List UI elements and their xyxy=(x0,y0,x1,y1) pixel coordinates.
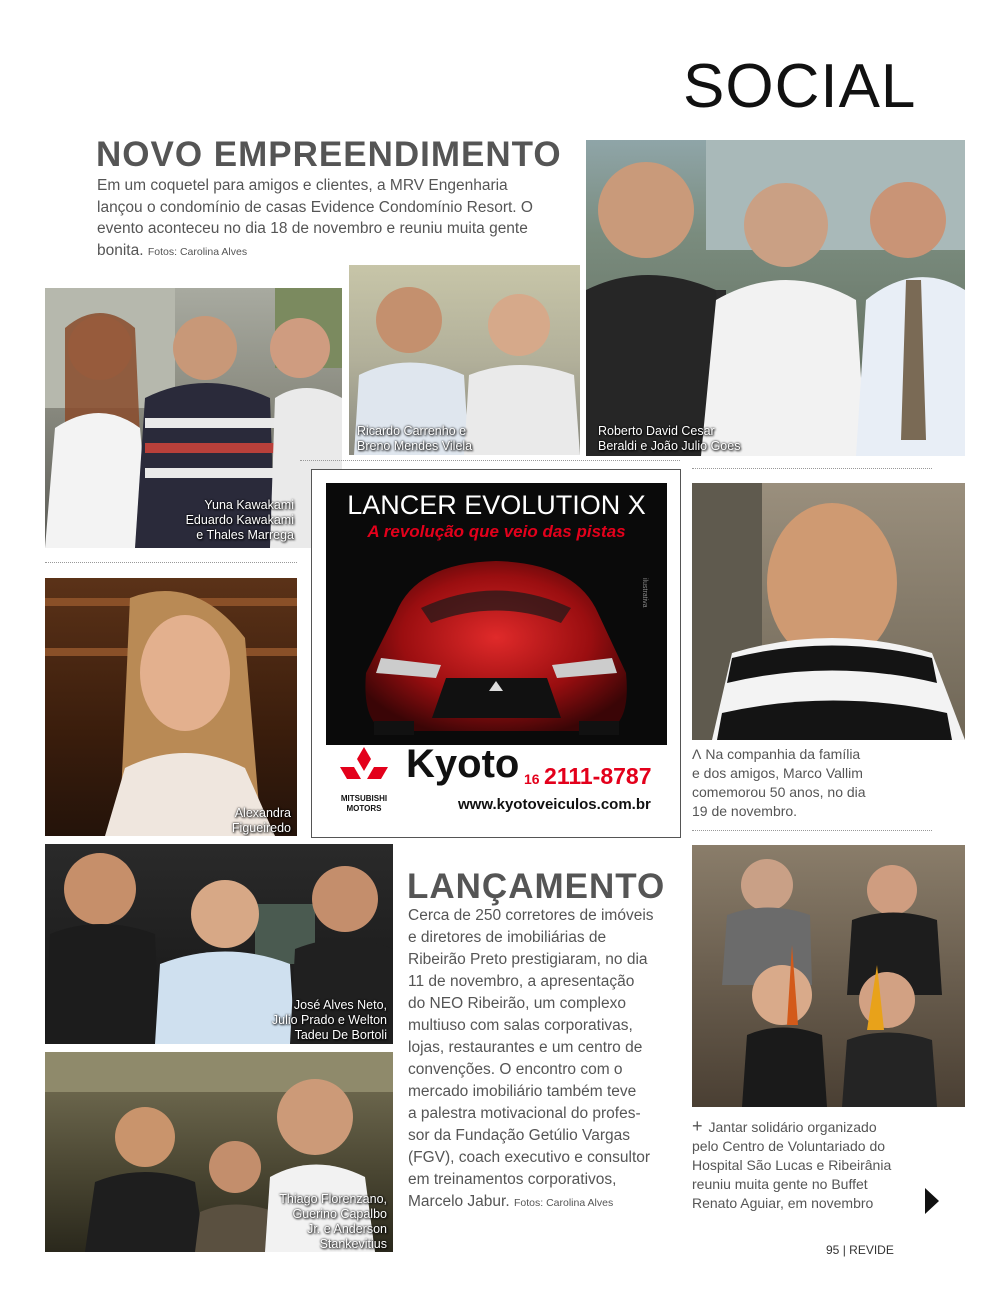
ad-area-code: 16 xyxy=(524,771,540,787)
photo-roberto-beraldi-joao xyxy=(586,140,965,456)
caption-jose xyxy=(272,998,387,1043)
photo-jantar-solidario xyxy=(692,845,965,1107)
ad-title: LANCER EVOLUTION X xyxy=(347,490,646,520)
ad-brand-top: MITSUBISHI xyxy=(340,794,388,803)
photo-alexandra-figueiredo xyxy=(45,578,297,836)
ad-phone-block xyxy=(524,763,651,790)
article2-line: mercado imobiliário também teve xyxy=(408,1083,637,1100)
caption-line: Jr. e Anderson xyxy=(307,1222,387,1236)
separator xyxy=(692,468,932,469)
ad-dealer: Kyoto xyxy=(406,742,520,786)
article2-heading: LANÇAMENTO xyxy=(407,867,666,906)
section-title: SOCIAL xyxy=(683,52,917,121)
ad-footer xyxy=(326,742,667,824)
car-image xyxy=(326,553,667,743)
photo-credit: Fotos: Carolina Alves xyxy=(147,245,248,258)
photo-yuna-eduardo-thales xyxy=(45,288,342,548)
caption-line: e Thales Marrega xyxy=(196,528,294,542)
photo-credit: Fotos: Carolina Alves xyxy=(513,1197,614,1209)
caption-line: Stankevitius xyxy=(319,1237,387,1251)
caption-line: Figueiredo xyxy=(231,821,291,835)
article2-text xyxy=(408,905,678,1214)
caption-line: Eduardo Kawakami xyxy=(185,513,294,527)
ad-brand-bottom: MOTORS xyxy=(346,804,382,813)
mitsubishi-logo-icon xyxy=(340,747,388,791)
article2-last-line: Marcelo Jabur. xyxy=(408,1193,510,1210)
article2-line: lojas, restaurantes e um centro de xyxy=(408,1039,643,1056)
jantar-text: Hospital São Lucas e Ribeirânia xyxy=(692,1157,892,1173)
photo-marco-vallim xyxy=(692,483,965,740)
article2-line: multiuso com salas corporativas, xyxy=(408,1017,633,1034)
marco-text: e dos amigos, Marco Vallim xyxy=(692,765,863,781)
photo-marco-image xyxy=(692,483,965,740)
caption-line: Yuna Kawakami xyxy=(204,498,294,512)
photo-alexandra-image xyxy=(45,578,297,836)
caption-line: Beraldi e João Julio Goes xyxy=(598,439,741,453)
magazine-name: REVIDE xyxy=(849,1243,894,1257)
article2-line: (FGV), coach executivo e consultor xyxy=(408,1149,651,1166)
plus-icon: + xyxy=(692,1116,703,1136)
jantar-line xyxy=(692,1117,952,1137)
article2-line: a palestra motivacional do profes- xyxy=(408,1105,641,1122)
page-number: 95 xyxy=(826,1243,840,1257)
next-arrow-icon[interactable] xyxy=(925,1188,939,1214)
jantar-text: pelo Centro de Voluntariado do xyxy=(692,1138,886,1154)
caption-line: José Alves Neto, xyxy=(293,998,387,1012)
jantar-text: reuniu muita gente no Buffet xyxy=(692,1176,868,1192)
marco-text: comemorou 50 anos, no dia xyxy=(692,784,866,800)
jantar-text: Renato Aguiar, em novembro xyxy=(692,1195,874,1211)
caption-line: Ricardo Carrenho e xyxy=(357,424,467,438)
jantar-caption xyxy=(692,1117,952,1213)
article2-line: Ribeirão Preto prestigiaram, no dia xyxy=(408,951,648,968)
article-heading: NOVO EMPREENDIMENTO xyxy=(96,135,562,174)
article-intro xyxy=(97,175,537,263)
article2-line: do NEO Ribeirão, um complexo xyxy=(408,995,626,1012)
marco-text: 19 de novembro. xyxy=(692,803,798,819)
caption-line: Alexandra xyxy=(234,806,291,820)
caption-line: Roberto David Cesar xyxy=(598,424,715,438)
separator xyxy=(300,460,680,461)
ad-side-text: ilustrativa xyxy=(641,578,648,608)
jantar-text: Jantar solidário organizado xyxy=(708,1119,877,1135)
caption-roberto xyxy=(598,424,740,454)
photo-jantar-image xyxy=(692,845,965,1107)
marco-line xyxy=(692,745,952,764)
article2-line: sor da Fundação Getúlio Vargas xyxy=(408,1127,631,1144)
photo-thiago-guerino-anderson xyxy=(45,1052,393,1252)
caption-ricardo xyxy=(357,424,472,454)
advertisement[interactable] xyxy=(311,469,681,838)
ad-website[interactable]: www.kyotoveiculos.com.br xyxy=(458,796,651,813)
caption-alexandra xyxy=(232,806,291,836)
caption-line: Julio Prado e Welton xyxy=(271,1013,387,1027)
caption-line: Guerino Capalbo xyxy=(292,1207,387,1221)
article2-line: e diretores de imobiliárias de xyxy=(408,929,607,946)
ad-tagline: A revolução que veio das pistas xyxy=(367,522,626,541)
caption-line: Tadeu De Bortoli xyxy=(294,1028,387,1042)
photo-jose-julio-welton xyxy=(45,844,393,1044)
marco-caption xyxy=(692,745,952,821)
caption-line: Breno Mendes Vilela xyxy=(357,439,473,453)
footer-separator: | xyxy=(842,1243,850,1257)
triangle-icon: Λ xyxy=(692,746,702,762)
article2-line: Cerca de 250 corretores de imóveis xyxy=(408,907,654,924)
article2-line: 11 de novembro, a apresentação xyxy=(408,973,635,990)
separator xyxy=(692,830,932,831)
caption-line: Thiago Florenzano, xyxy=(279,1192,387,1206)
caption-thiago xyxy=(279,1192,387,1252)
marco-text: Na companhia da família xyxy=(705,746,861,762)
caption-yuna xyxy=(186,498,294,543)
article-intro-text: Em um coquetel para amigos e clientes, a MRV Engenharia lançou o condomínio de casas Evidence Condomínio Resort. O evento aconteceu no dia 18 de novembro e reuniu muita gente bonita. xyxy=(97,177,533,259)
ad-phone: 2111-8787 xyxy=(544,763,652,789)
article2-line: em treinamentos corporativos, xyxy=(408,1171,617,1188)
separator xyxy=(45,562,297,563)
photo-roberto-image xyxy=(586,140,965,456)
page-footer xyxy=(826,1243,894,1257)
article2-line xyxy=(408,1191,678,1214)
photo-ricardo-breno xyxy=(349,265,580,455)
article2-line: convenções. O encontro com o xyxy=(408,1061,623,1078)
ad-panel xyxy=(326,483,667,824)
